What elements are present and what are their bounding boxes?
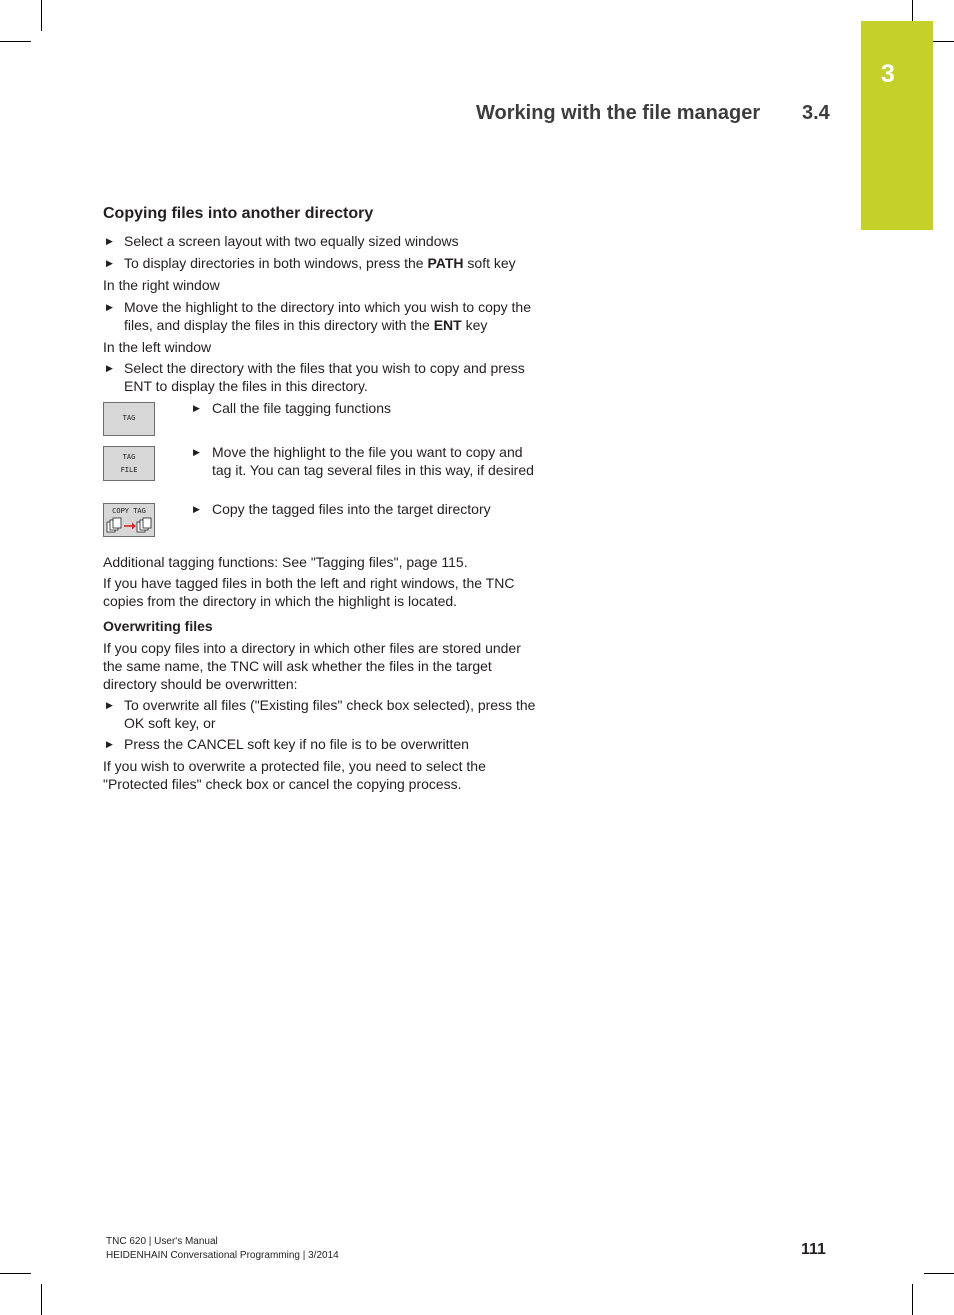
step-text: Select the directory with the files that you wish to copy and press ENT to display the files in this directory. bbox=[124, 360, 525, 394]
softkey-label: FILE bbox=[120, 466, 138, 474]
softkey-label: COPY TAG bbox=[112, 507, 146, 515]
step-text: Move the highlight to the directory into which you wish to copy the files, and display the files in this directory with the ENT key bbox=[124, 299, 531, 333]
step-text: To display directories in both windows, press the PATH soft key bbox=[124, 255, 516, 271]
bullet-triangle-icon: ▶ bbox=[106, 700, 113, 710]
bullet-triangle-icon: ▶ bbox=[106, 302, 113, 312]
arrow-right-icon bbox=[124, 523, 136, 530]
footer-manual: TNC 620 | User's Manual bbox=[106, 1236, 218, 1247]
crop-mark bbox=[0, 1273, 31, 1274]
overwriting-intro: If you copy files into a directory in which other files are stored under the same name, the TNC will ask whether the files in the target directory should be overwritten: bbox=[103, 640, 521, 692]
bullet-triangle-icon: ▶ bbox=[106, 258, 113, 268]
file-copy-icon bbox=[104, 517, 154, 535]
running-title: Working with the file manager bbox=[476, 102, 761, 124]
subsection-title: Overwriting files bbox=[103, 618, 213, 634]
key-path: PATH bbox=[427, 255, 464, 271]
softkey-copy-tag[interactable] bbox=[103, 503, 155, 537]
chapter-number: 3 bbox=[881, 60, 895, 88]
step-text: To overwrite all files ("Existing files" check box selected), press the OK soft key, or bbox=[124, 697, 536, 731]
crop-mark bbox=[0, 41, 31, 42]
both-windows-text: If you have tagged files in both the left and right windows, the TNC copies from the directory in which the highlight is located. bbox=[103, 575, 515, 609]
bullet-triangle-icon: ▶ bbox=[106, 363, 113, 373]
bullet-triangle-icon: ▶ bbox=[193, 447, 200, 457]
chapter-tab bbox=[861, 21, 933, 230]
crop-mark bbox=[912, 1284, 913, 1315]
softkey-description: Copy the tagged files into the target directory bbox=[212, 501, 491, 517]
bullet-triangle-icon: ▶ bbox=[193, 504, 200, 514]
section-title: Copying files into another directory bbox=[103, 205, 374, 222]
footer-publication: HEIDENHAIN Conversational Programming | 3/2014 bbox=[106, 1250, 339, 1261]
softkey-description: Move the highlight to the file you want to copy and tag it. You can tag several files in this way, if desired bbox=[212, 444, 534, 478]
bullet-triangle-icon: ▶ bbox=[106, 236, 113, 246]
crop-mark bbox=[933, 41, 954, 42]
crop-mark bbox=[41, 1284, 42, 1315]
protected-files-text: If you wish to overwrite a protected file, you need to select the "Protected files" check box or cancel the copying process. bbox=[103, 758, 486, 792]
page-number: 111 bbox=[801, 1241, 826, 1258]
left-window-label: In the left window bbox=[103, 339, 212, 355]
section-number: 3.4 bbox=[802, 102, 830, 124]
bullet-triangle-icon: ▶ bbox=[106, 739, 113, 749]
softkey-label: TAG bbox=[122, 453, 136, 461]
softkey-description: Call the file tagging functions bbox=[212, 400, 391, 416]
crop-mark bbox=[924, 1273, 954, 1274]
crop-mark bbox=[41, 0, 42, 31]
softkey-label: TAG bbox=[122, 414, 136, 422]
softkey-tag[interactable] bbox=[103, 402, 155, 436]
right-window-label: In the right window bbox=[103, 277, 220, 293]
crop-mark bbox=[912, 0, 913, 21]
step-text: Press the CANCEL soft key if no file is to be overwritten bbox=[124, 736, 469, 752]
additional-tagging-text: Additional tagging functions: See "Tagging files", page 115. bbox=[103, 554, 468, 570]
key-ent: ENT bbox=[433, 317, 462, 333]
softkey-tag-file[interactable] bbox=[103, 446, 155, 481]
bullet-triangle-icon: ▶ bbox=[193, 403, 200, 413]
step-text: Select a screen layout with two equally sized windows bbox=[124, 233, 459, 249]
